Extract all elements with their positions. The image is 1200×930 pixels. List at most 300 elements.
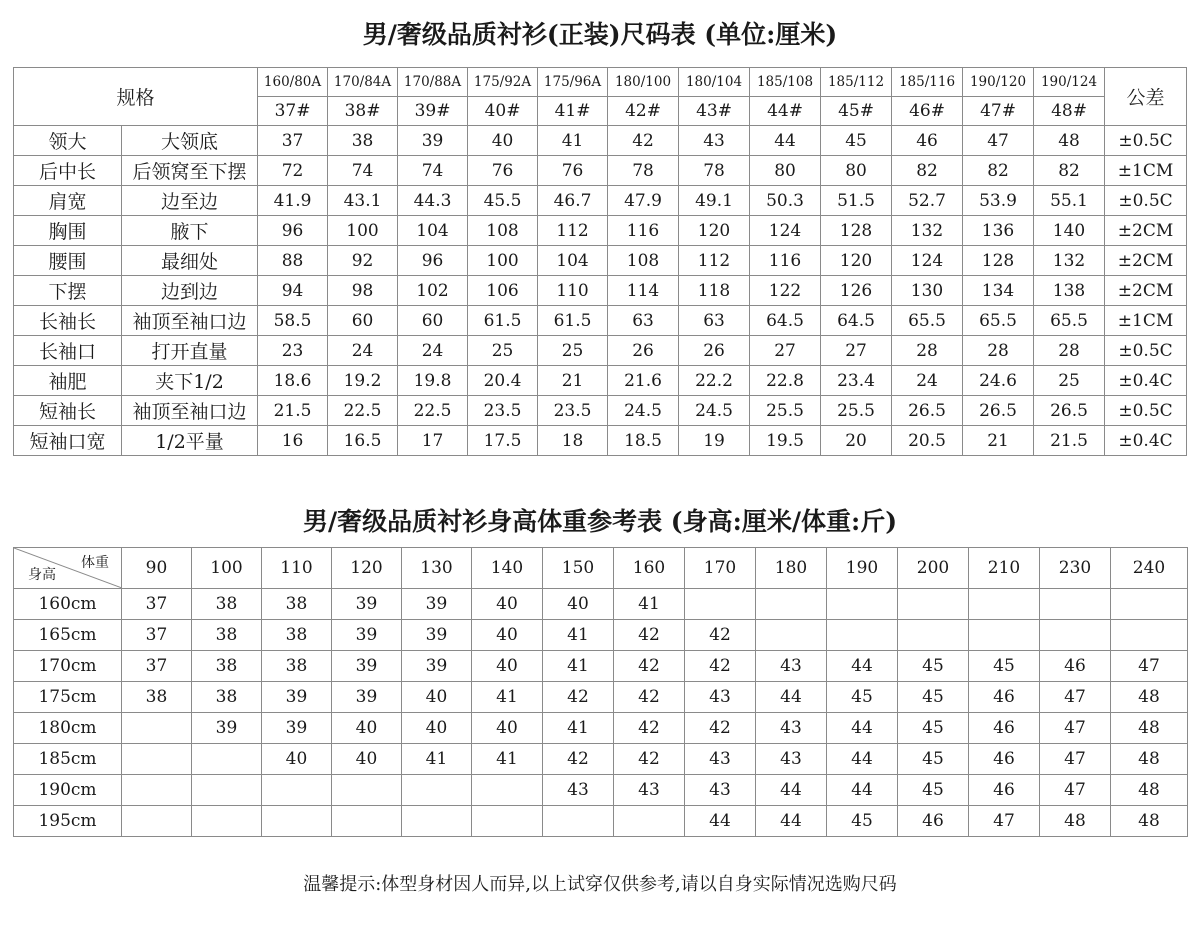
size-value-cell: 38 <box>262 651 332 682</box>
size-value-cell: 41 <box>472 682 543 713</box>
weight-header-cell: 90 <box>122 548 192 589</box>
size-value-cell <box>262 775 332 806</box>
value-cell: 28 <box>1034 336 1105 366</box>
value-cell: 24 <box>328 336 398 366</box>
size-value-cell: 42 <box>543 744 614 775</box>
value-cell: 47.9 <box>608 186 679 216</box>
value-cell: 25 <box>538 336 608 366</box>
measurement-method-cell: 袖顶至袖口边 <box>122 306 258 336</box>
weight-header-cell: 200 <box>898 548 969 589</box>
size-value-cell <box>756 620 827 651</box>
spec-label-cell: 190/120 <box>963 68 1034 97</box>
value-cell: 23.5 <box>468 396 538 426</box>
value-cell: 46 <box>892 126 963 156</box>
size-value-cell: 47 <box>1040 775 1111 806</box>
value-cell: 24.5 <box>679 396 750 426</box>
size-value-cell: 38 <box>192 651 262 682</box>
table-row <box>14 589 1188 620</box>
value-cell: 108 <box>608 246 679 276</box>
value-cell: 120 <box>821 246 892 276</box>
size-value-cell: 43 <box>543 775 614 806</box>
size-value-cell: 41 <box>543 620 614 651</box>
spec-code-cell: 47# <box>963 97 1034 126</box>
size-value-cell <box>1111 589 1188 620</box>
value-cell: 43.1 <box>328 186 398 216</box>
tolerance-cell: ±0.4C <box>1105 426 1187 456</box>
value-cell: 65.5 <box>1034 306 1105 336</box>
table-row <box>14 775 1188 806</box>
size-value-cell <box>332 775 402 806</box>
value-cell: 64.5 <box>750 306 821 336</box>
tolerance-cell: ±0.5C <box>1105 336 1187 366</box>
measurement-method-cell: 袖顶至袖口边 <box>122 396 258 426</box>
spec-label-cell: 170/84A <box>328 68 398 97</box>
value-cell: 18.6 <box>258 366 328 396</box>
spec-label-cell: 175/96A <box>538 68 608 97</box>
value-cell: 94 <box>258 276 328 306</box>
size-value-cell: 47 <box>1040 713 1111 744</box>
table-row <box>14 156 1187 186</box>
size-value-cell: 42 <box>685 713 756 744</box>
table-row <box>14 713 1188 744</box>
value-cell: 16 <box>258 426 328 456</box>
measurement-method-cell: 腋下 <box>122 216 258 246</box>
size-value-cell: 45 <box>969 651 1040 682</box>
value-cell: 74 <box>328 156 398 186</box>
tolerance-cell: ±1CM <box>1105 156 1187 186</box>
value-cell: 37 <box>258 126 328 156</box>
size-value-cell: 40 <box>332 713 402 744</box>
size-value-cell: 48 <box>1040 806 1111 837</box>
value-cell: 55.1 <box>1034 186 1105 216</box>
value-cell: 19.8 <box>398 366 468 396</box>
tolerance-cell: ±0.5C <box>1105 396 1187 426</box>
size-value-cell: 42 <box>543 682 614 713</box>
size-value-cell: 47 <box>1040 744 1111 775</box>
size-value-cell: 38 <box>262 620 332 651</box>
size-chart-title: 男/奢级品质衬衫(正装)尺码表 (单位:厘米) <box>362 20 838 49</box>
table-row <box>14 276 1187 306</box>
value-cell: 100 <box>328 216 398 246</box>
size-value-cell: 44 <box>827 775 898 806</box>
measurement-part-cell: 胸围 <box>14 216 122 246</box>
value-cell: 42 <box>608 126 679 156</box>
spec-code-cell: 45# <box>821 97 892 126</box>
measurement-method-cell: 大领底 <box>122 126 258 156</box>
size-value-cell <box>685 589 756 620</box>
size-value-cell <box>122 744 192 775</box>
size-value-cell: 44 <box>827 651 898 682</box>
size-value-cell <box>402 806 472 837</box>
size-value-cell <box>262 806 332 837</box>
value-cell: 21.6 <box>608 366 679 396</box>
height-cell: 185cm <box>14 744 122 775</box>
height-cell: 195cm <box>14 806 122 837</box>
measurement-method-cell: 后领窝至下摆 <box>122 156 258 186</box>
size-value-cell: 41 <box>472 744 543 775</box>
measurement-part-cell: 后中长 <box>14 156 122 186</box>
measurement-method-cell: 1/2平量 <box>122 426 258 456</box>
value-cell: 17.5 <box>468 426 538 456</box>
value-cell: 96 <box>258 216 328 246</box>
value-cell: 116 <box>608 216 679 246</box>
spec-label-cell: 185/112 <box>821 68 892 97</box>
value-cell: 26.5 <box>892 396 963 426</box>
size-value-cell: 40 <box>472 589 543 620</box>
size-value-cell: 43 <box>685 775 756 806</box>
value-cell: 22.5 <box>328 396 398 426</box>
size-value-cell: 38 <box>192 620 262 651</box>
value-cell: 19 <box>679 426 750 456</box>
value-cell: 23.4 <box>821 366 892 396</box>
value-cell: 96 <box>398 246 468 276</box>
value-cell: 65.5 <box>963 306 1034 336</box>
value-cell: 16.5 <box>328 426 398 456</box>
size-value-cell: 39 <box>332 589 402 620</box>
measurement-part-cell: 腰围 <box>14 246 122 276</box>
value-cell: 116 <box>750 246 821 276</box>
measurement-method-cell: 最细处 <box>122 246 258 276</box>
value-cell: 132 <box>892 216 963 246</box>
value-cell: 53.9 <box>963 186 1034 216</box>
spec-label-cell: 185/116 <box>892 68 963 97</box>
height-cell: 165cm <box>14 620 122 651</box>
value-cell: 27 <box>821 336 892 366</box>
value-cell: 76 <box>538 156 608 186</box>
size-value-cell: 43 <box>614 775 685 806</box>
value-cell: 108 <box>468 216 538 246</box>
size-value-cell: 43 <box>685 744 756 775</box>
tolerance-cell: ±2CM <box>1105 276 1187 306</box>
size-value-cell: 41 <box>543 651 614 682</box>
table-row <box>14 336 1187 366</box>
value-cell: 140 <box>1034 216 1105 246</box>
value-cell: 82 <box>1034 156 1105 186</box>
measurement-part-cell: 肩宽 <box>14 186 122 216</box>
size-value-cell: 47 <box>1040 682 1111 713</box>
value-cell: 78 <box>679 156 750 186</box>
value-cell: 112 <box>538 216 608 246</box>
size-value-cell: 42 <box>614 651 685 682</box>
tolerance-header: 公差 <box>1105 68 1187 126</box>
measurement-part-cell: 袖肥 <box>14 366 122 396</box>
value-cell: 124 <box>750 216 821 246</box>
size-value-cell: 41 <box>614 589 685 620</box>
value-cell: 72 <box>258 156 328 186</box>
size-value-cell: 48 <box>1111 713 1188 744</box>
value-cell: 114 <box>608 276 679 306</box>
table-row <box>14 396 1187 426</box>
measurement-method-cell: 夹下1/2 <box>122 366 258 396</box>
value-cell: 100 <box>468 246 538 276</box>
size-value-cell: 39 <box>402 589 472 620</box>
value-cell: 118 <box>679 276 750 306</box>
size-value-cell: 39 <box>332 651 402 682</box>
value-cell: 19.2 <box>328 366 398 396</box>
reference-chart-title: 男/奢级品质衬衫身高体重参考表 (身高:厘米/体重:斤) <box>302 507 898 536</box>
tolerance-cell: ±2CM <box>1105 216 1187 246</box>
weight-header-cell: 120 <box>332 548 402 589</box>
spec-code-cell: 44# <box>750 97 821 126</box>
size-value-cell: 47 <box>969 806 1040 837</box>
value-cell: 47 <box>963 126 1034 156</box>
size-value-cell <box>614 806 685 837</box>
tolerance-cell: ±0.5C <box>1105 186 1187 216</box>
size-value-cell: 45 <box>898 775 969 806</box>
value-cell: 40 <box>468 126 538 156</box>
value-cell: 27 <box>750 336 821 366</box>
value-cell: 21.5 <box>258 396 328 426</box>
value-cell: 104 <box>398 216 468 246</box>
measurement-part-cell: 长袖口 <box>14 336 122 366</box>
reference-corner-cell <box>14 548 122 589</box>
size-value-cell: 41 <box>543 713 614 744</box>
value-cell: 23 <box>258 336 328 366</box>
value-cell: 134 <box>963 276 1034 306</box>
spec-label-cell: 180/104 <box>679 68 750 97</box>
value-cell: 61.5 <box>468 306 538 336</box>
value-cell: 20 <box>821 426 892 456</box>
value-cell: 23.5 <box>538 396 608 426</box>
spec-label-cell: 180/100 <box>608 68 679 97</box>
weight-header-cell: 230 <box>1040 548 1111 589</box>
value-cell: 21.5 <box>1034 426 1105 456</box>
table-row <box>14 186 1187 216</box>
size-value-cell <box>122 713 192 744</box>
value-cell: 24.5 <box>608 396 679 426</box>
value-cell: 122 <box>750 276 821 306</box>
value-cell: 48 <box>1034 126 1105 156</box>
size-value-cell <box>122 775 192 806</box>
value-cell: 24 <box>892 366 963 396</box>
value-cell: 25 <box>468 336 538 366</box>
size-value-cell: 38 <box>192 682 262 713</box>
tolerance-cell: ±0.4C <box>1105 366 1187 396</box>
size-value-cell <box>543 806 614 837</box>
value-cell: 28 <box>963 336 1034 366</box>
value-cell: 19.5 <box>750 426 821 456</box>
value-cell: 38 <box>328 126 398 156</box>
size-value-cell: 43 <box>756 651 827 682</box>
table-row <box>14 126 1187 156</box>
size-value-cell <box>192 775 262 806</box>
measurement-part-cell: 下摆 <box>14 276 122 306</box>
weight-axis-label: 体重 <box>81 555 109 571</box>
value-cell: 106 <box>468 276 538 306</box>
value-cell: 22.2 <box>679 366 750 396</box>
spec-code-cell: 37# <box>258 97 328 126</box>
value-cell: 44.3 <box>398 186 468 216</box>
value-cell: 82 <box>892 156 963 186</box>
height-cell: 160cm <box>14 589 122 620</box>
value-cell: 18.5 <box>608 426 679 456</box>
weight-header-cell: 160 <box>614 548 685 589</box>
size-value-cell: 39 <box>332 620 402 651</box>
size-value-cell: 44 <box>827 744 898 775</box>
value-cell: 58.5 <box>258 306 328 336</box>
spec-code-cell: 39# <box>398 97 468 126</box>
size-value-cell: 40 <box>332 744 402 775</box>
spec-code-cell: 46# <box>892 97 963 126</box>
value-cell: 132 <box>1034 246 1105 276</box>
size-value-cell: 39 <box>262 713 332 744</box>
size-value-cell: 37 <box>122 589 192 620</box>
spec-code-cell: 38# <box>328 97 398 126</box>
table-row <box>14 216 1187 246</box>
value-cell: 63 <box>608 306 679 336</box>
spec-label-cell: 175/92A <box>468 68 538 97</box>
spec-code-cell: 43# <box>679 97 750 126</box>
size-value-cell: 37 <box>122 620 192 651</box>
value-cell: 21 <box>963 426 1034 456</box>
size-value-cell: 40 <box>402 682 472 713</box>
value-cell: 128 <box>963 246 1034 276</box>
table-row <box>14 682 1188 713</box>
value-cell: 39 <box>398 126 468 156</box>
value-cell: 41.9 <box>258 186 328 216</box>
spec-code-cell: 40# <box>468 97 538 126</box>
height-cell: 175cm <box>14 682 122 713</box>
size-value-cell: 44 <box>756 775 827 806</box>
size-value-cell: 45 <box>898 651 969 682</box>
value-cell: 28 <box>892 336 963 366</box>
value-cell: 26 <box>608 336 679 366</box>
size-value-cell: 47 <box>1111 651 1188 682</box>
size-value-cell: 45 <box>827 806 898 837</box>
value-cell: 20.4 <box>468 366 538 396</box>
value-cell: 65.5 <box>892 306 963 336</box>
size-value-cell: 41 <box>402 744 472 775</box>
size-value-cell: 40 <box>402 713 472 744</box>
value-cell: 136 <box>963 216 1034 246</box>
size-value-cell: 42 <box>685 651 756 682</box>
value-cell: 80 <box>821 156 892 186</box>
size-value-cell <box>1040 620 1111 651</box>
tolerance-cell: ±0.5C <box>1105 126 1187 156</box>
weight-header-cell: 150 <box>543 548 614 589</box>
size-value-cell <box>756 589 827 620</box>
value-cell: 112 <box>679 246 750 276</box>
table-row <box>14 620 1188 651</box>
value-cell: 26.5 <box>963 396 1034 426</box>
size-value-cell <box>969 589 1040 620</box>
value-cell: 60 <box>328 306 398 336</box>
size-value-cell: 40 <box>472 713 543 744</box>
size-value-cell: 45 <box>898 713 969 744</box>
size-value-cell: 39 <box>262 682 332 713</box>
size-value-cell: 37 <box>122 651 192 682</box>
value-cell: 130 <box>892 276 963 306</box>
size-value-cell: 48 <box>1111 806 1188 837</box>
table-row <box>14 366 1187 396</box>
size-value-cell: 48 <box>1111 682 1188 713</box>
height-axis-label: 身高 <box>28 567 56 583</box>
weight-header-cell: 240 <box>1111 548 1188 589</box>
value-cell: 138 <box>1034 276 1105 306</box>
table-row <box>14 744 1188 775</box>
spec-code-cell: 42# <box>608 97 679 126</box>
size-value-cell: 44 <box>756 806 827 837</box>
weight-header-cell: 130 <box>402 548 472 589</box>
size-value-cell: 38 <box>192 589 262 620</box>
value-cell: 24 <box>398 336 468 366</box>
measurement-method-cell: 边至边 <box>122 186 258 216</box>
size-value-cell <box>122 806 192 837</box>
size-value-cell <box>827 589 898 620</box>
spec-label-cell: 190/124 <box>1034 68 1105 97</box>
size-value-cell: 42 <box>614 713 685 744</box>
size-value-cell: 48 <box>1111 775 1188 806</box>
table-row <box>14 806 1188 837</box>
size-chart-table <box>13 67 1187 456</box>
size-value-cell: 42 <box>685 620 756 651</box>
value-cell: 98 <box>328 276 398 306</box>
size-value-cell <box>1111 620 1188 651</box>
size-value-cell: 42 <box>614 744 685 775</box>
size-value-cell <box>472 806 543 837</box>
size-value-cell: 38 <box>122 682 192 713</box>
value-cell: 74 <box>398 156 468 186</box>
weight-header-cell: 110 <box>262 548 332 589</box>
value-cell: 22.8 <box>750 366 821 396</box>
size-value-cell: 44 <box>685 806 756 837</box>
value-cell: 24.6 <box>963 366 1034 396</box>
value-cell: 20.5 <box>892 426 963 456</box>
value-cell: 25 <box>1034 366 1105 396</box>
value-cell: 45 <box>821 126 892 156</box>
value-cell: 120 <box>679 216 750 246</box>
value-cell: 124 <box>892 246 963 276</box>
spec-label-cell: 170/88A <box>398 68 468 97</box>
measurement-method-cell: 打开直量 <box>122 336 258 366</box>
value-cell: 26 <box>679 336 750 366</box>
spec-corner-label: 规格 <box>14 68 258 126</box>
tolerance-cell: ±1CM <box>1105 306 1187 336</box>
measurement-part-cell: 长袖长 <box>14 306 122 336</box>
size-value-cell: 44 <box>827 713 898 744</box>
size-value-cell: 46 <box>1040 651 1111 682</box>
value-cell: 92 <box>328 246 398 276</box>
value-cell: 60 <box>398 306 468 336</box>
table-row <box>14 306 1187 336</box>
value-cell: 61.5 <box>538 306 608 336</box>
value-cell: 104 <box>538 246 608 276</box>
size-value-cell: 43 <box>756 713 827 744</box>
height-weight-table <box>13 547 1188 837</box>
height-cell: 190cm <box>14 775 122 806</box>
value-cell: 126 <box>821 276 892 306</box>
value-cell: 43 <box>679 126 750 156</box>
size-value-cell: 46 <box>898 806 969 837</box>
size-value-cell: 38 <box>262 589 332 620</box>
value-cell: 50.3 <box>750 186 821 216</box>
value-cell: 26.5 <box>1034 396 1105 426</box>
value-cell: 41 <box>538 126 608 156</box>
value-cell: 51.5 <box>821 186 892 216</box>
measurement-part-cell: 短袖口宽 <box>14 426 122 456</box>
size-value-cell: 39 <box>402 620 472 651</box>
value-cell: 21 <box>538 366 608 396</box>
size-value-cell: 39 <box>332 682 402 713</box>
value-cell: 18 <box>538 426 608 456</box>
size-value-cell: 40 <box>472 651 543 682</box>
measurement-method-cell: 边到边 <box>122 276 258 306</box>
value-cell: 52.7 <box>892 186 963 216</box>
spec-label-cell: 185/108 <box>750 68 821 97</box>
table-row <box>14 426 1187 456</box>
table-row <box>14 651 1188 682</box>
size-value-cell: 39 <box>192 713 262 744</box>
